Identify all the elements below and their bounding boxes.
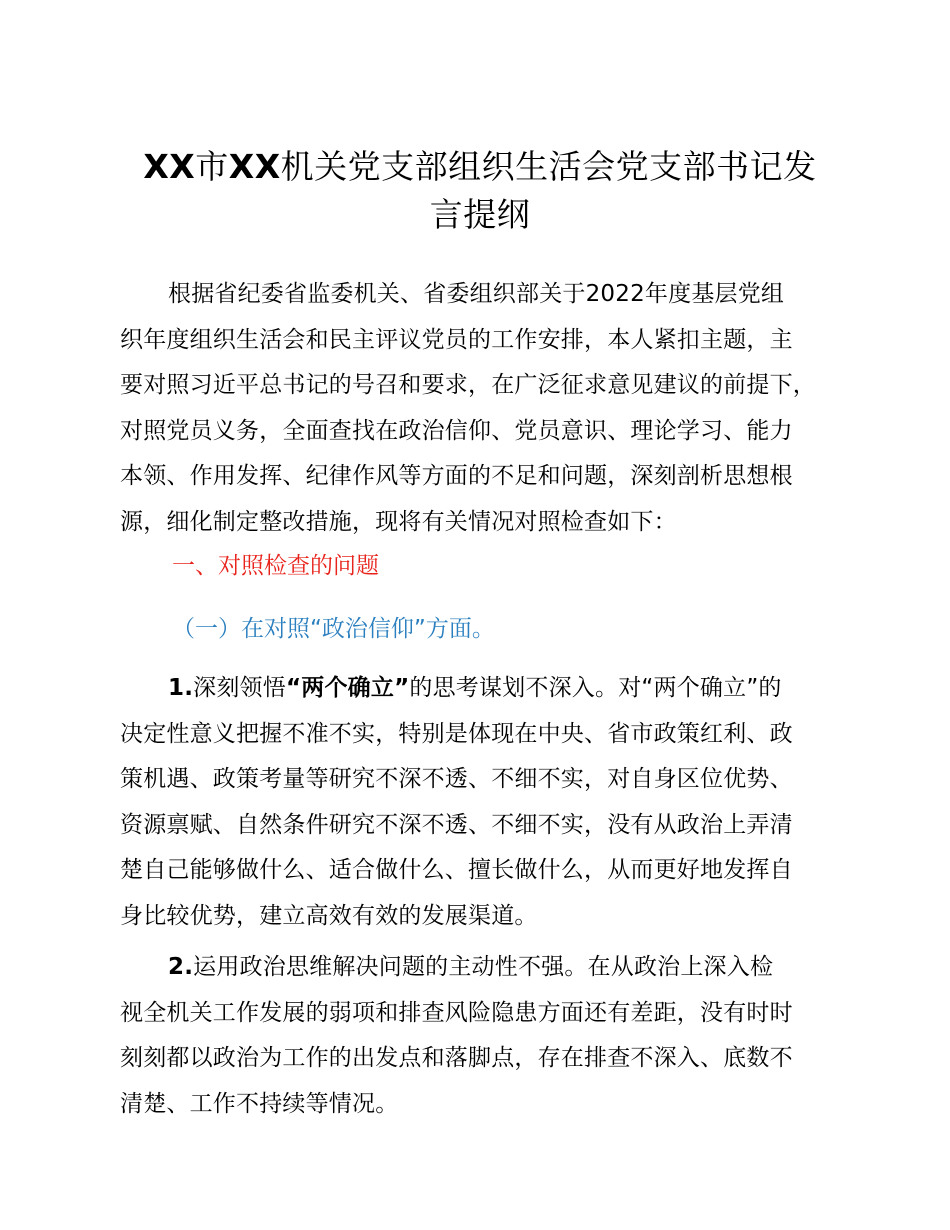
item-1-line: 策机遇、政策考量等研究不深不透、不细不实，对自身区位优势、	[120, 766, 793, 793]
subsection-heading-1: （一）在对照“政治信仰”方面。	[172, 616, 495, 642]
item-2-number: 2.	[168, 954, 194, 980]
item-1-line: 决定性意义把握不准不实，特别是体现在中央、省市政策红利、政	[120, 720, 793, 747]
item-1-line-1: 1.深刻领悟“两个确立”的思考谋划不深入。对“两个确立”的	[168, 675, 782, 701]
item-1-paragraph	[120, 666, 850, 940]
intro-line: 源，细化制定整改措施，现将有关情况对照检查如下：	[120, 508, 677, 535]
intro-line: 要对照习近平总书记的号召和要求，在广泛征求意见建议的前提下，	[120, 372, 816, 399]
item-2-paragraph	[120, 945, 850, 1127]
item-1-number: 1.	[168, 675, 194, 701]
intro-paragraph	[120, 272, 850, 546]
item-2-line: 视全机关工作发展的弱项和排查风险隐患方面还有差距，没有时时	[120, 999, 793, 1026]
item-1-line: 身比较优势，建立高效有效的发展渠道。	[120, 902, 538, 929]
intro-line: 根据省纪委省监委机关、省委组织部关于2022年度基层党组	[168, 281, 785, 307]
item-1-line: 资源禀赋、自然条件研究不深不透、不细不实，没有从政治上弄清	[120, 811, 793, 838]
section-heading-1: 一、对照检查的问题	[172, 553, 379, 579]
title-xx-1: XX	[143, 147, 196, 186]
document-title	[100, 143, 860, 239]
item-2-line-1: 2.运用政治思维解决问题的主动性不强。在从政治上深入检	[168, 954, 774, 980]
item-2-line: 刻刻都以政治为工作的出发点和落脚点，存在排查不深入、底数不	[120, 1045, 793, 1072]
intro-line: 本领、作用发挥、纪律作风等方面的不足和问题，深刻剖析思想根	[120, 463, 793, 490]
item-2-line: 清楚、工作不持续等情况。	[120, 1090, 399, 1117]
title-rest: 机关党支部组织生活会党支部书记发	[280, 147, 817, 186]
item-1-line: 楚自己能够做什么、适合做什么、擅长做什么，从而更好地发挥自	[120, 857, 793, 884]
intro-line: 织年度组织生活会和民主评议党员的工作安排，本人紧扣主题，主	[120, 326, 793, 353]
title-xx-2: XX	[228, 147, 281, 186]
title-line-1	[100, 143, 860, 191]
title-city: 市	[195, 147, 229, 186]
title-line-2: 言提纲	[429, 195, 531, 234]
intro-line: 对照党员义务，全面查找在政治信仰、党员意识、理论学习、能力	[120, 417, 793, 444]
